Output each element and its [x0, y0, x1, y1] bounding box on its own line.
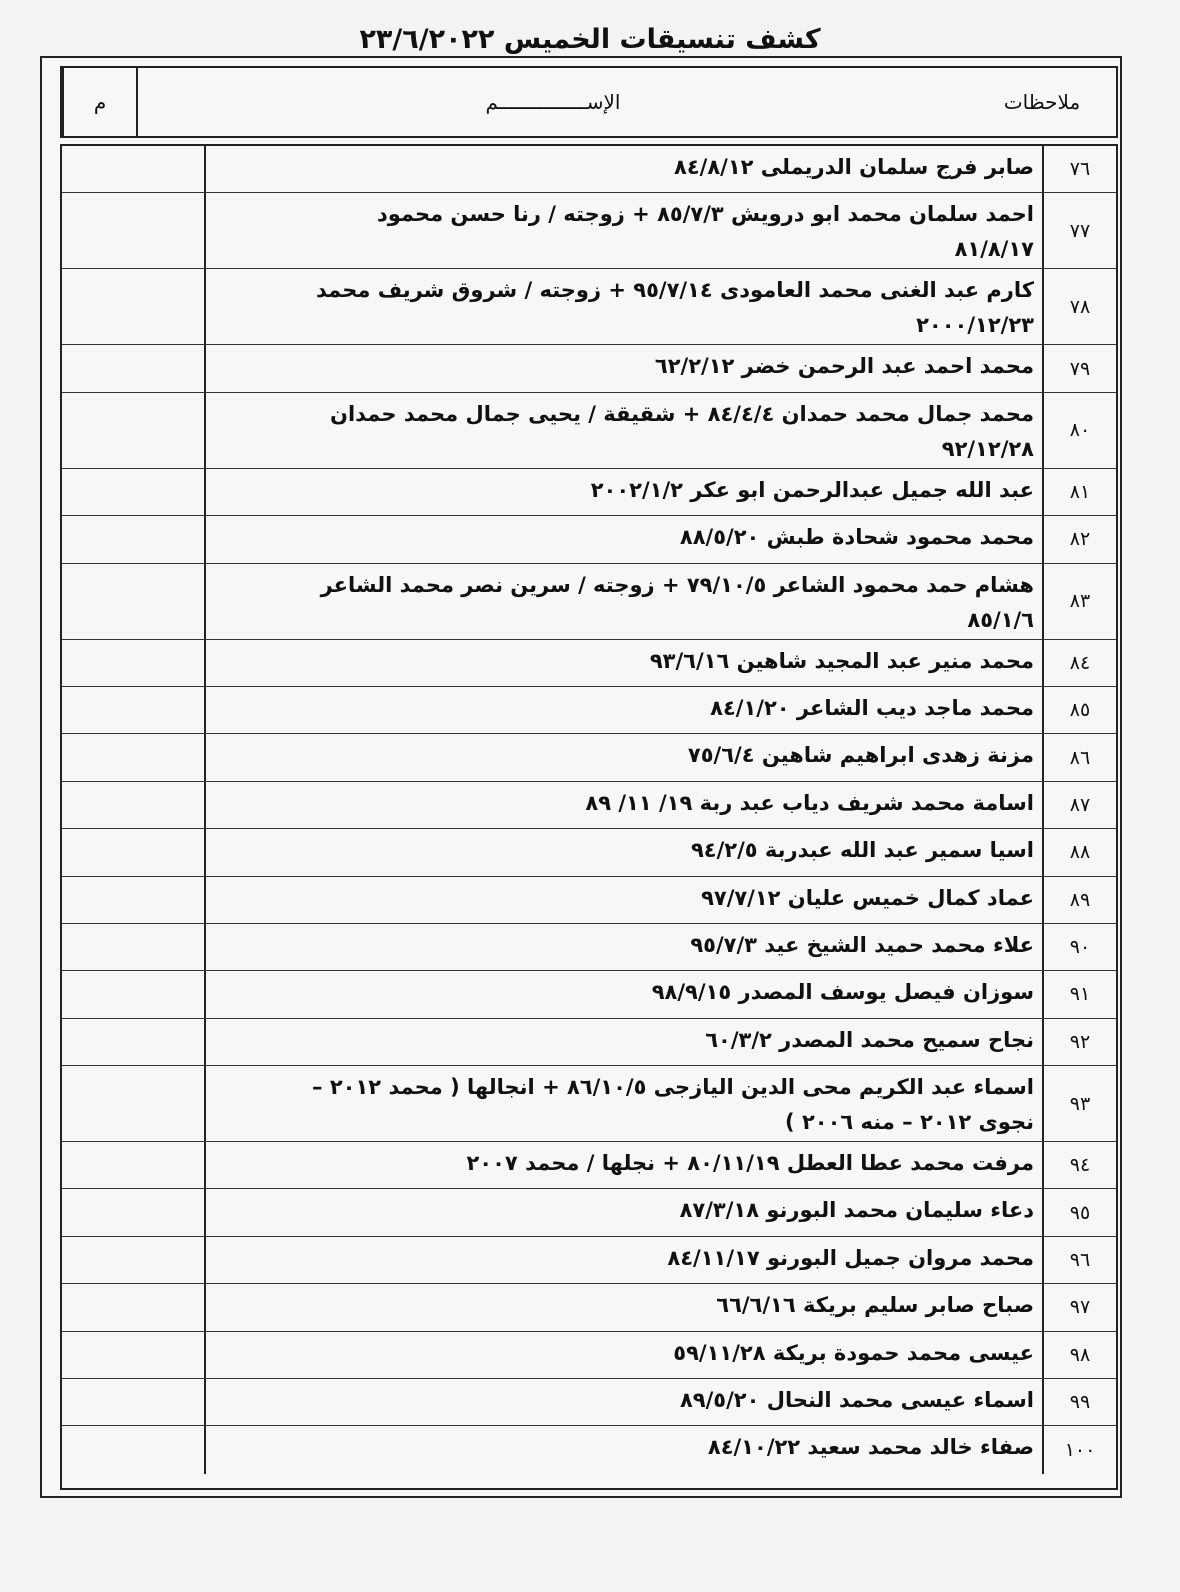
table-frame	[40, 56, 1122, 1498]
table-body	[60, 144, 1118, 1490]
row-name	[204, 393, 1042, 468]
row-notes	[62, 269, 204, 344]
table-row	[62, 971, 1116, 1018]
row-number: ٧٦	[1042, 146, 1116, 192]
row-name	[204, 877, 1042, 923]
row-name	[204, 1332, 1042, 1378]
row-name-line: محمد ماجد ديب الشاعر ٨٤/١/٢٠	[710, 695, 1034, 720]
row-notes	[62, 782, 204, 828]
table-row	[62, 687, 1116, 734]
row-number: ٨١	[1042, 469, 1116, 515]
row-name-line: عيسى محمد حمودة بريكة ٥٩/١١/٢٨	[673, 1340, 1034, 1365]
table-row	[62, 1066, 1116, 1142]
row-notes	[62, 1066, 204, 1141]
row-number: ٧٩	[1042, 345, 1116, 391]
row-name	[204, 829, 1042, 875]
row-number: ٩٨	[1042, 1332, 1116, 1378]
row-name	[204, 971, 1042, 1017]
row-number: ٩٤	[1042, 1142, 1116, 1188]
row-name-line: محمد مروان جميل البورنو ٨٤/١١/١٧	[667, 1245, 1034, 1270]
row-name-line: نجوى ٢٠١٢ – منه ٢٠٠٦ )	[785, 1110, 1034, 1135]
table-row	[62, 1379, 1116, 1426]
row-number: ٨٦	[1042, 734, 1116, 780]
row-name	[204, 640, 1042, 686]
row-notes	[62, 734, 204, 780]
row-notes	[62, 640, 204, 686]
row-name-line: ٨١/٨/١٧	[954, 237, 1034, 262]
row-notes	[62, 1426, 204, 1473]
header-name: الإســـــــــــــــم	[136, 68, 968, 136]
row-notes	[62, 829, 204, 875]
row-name-line: دعاء سليمان محمد البورنو ٨٧/٣/١٨	[679, 1198, 1034, 1223]
row-name	[204, 1237, 1042, 1283]
row-notes	[62, 516, 204, 562]
row-name	[204, 782, 1042, 828]
row-name-line: ٨٥/١/٦	[967, 607, 1034, 632]
table-row	[62, 1426, 1116, 1473]
row-name	[204, 1426, 1042, 1473]
row-name-line: ٢٠٠٠/١٢/٢٣	[916, 313, 1034, 338]
row-number: ٨٨	[1042, 829, 1116, 875]
row-number: ٨٥	[1042, 687, 1116, 733]
table-row	[62, 193, 1116, 269]
row-name	[204, 1066, 1042, 1141]
row-number: ٩٠	[1042, 924, 1116, 970]
table-row	[62, 516, 1116, 563]
table-header	[60, 66, 1118, 138]
row-number: ٨٧	[1042, 782, 1116, 828]
table-row	[62, 1189, 1116, 1236]
table-row	[62, 1284, 1116, 1331]
row-notes	[62, 345, 204, 391]
table-row	[62, 1237, 1116, 1284]
row-number: ١٠٠	[1042, 1426, 1116, 1473]
row-notes	[62, 564, 204, 639]
row-number: ٨٢	[1042, 516, 1116, 562]
row-number: ٩٣	[1042, 1066, 1116, 1141]
table-row	[62, 469, 1116, 516]
row-number: ٩١	[1042, 971, 1116, 1017]
row-notes	[62, 1142, 204, 1188]
row-name-line: صفاء خالد محمد سعيد ٨٤/١٠/٢٢	[707, 1435, 1034, 1460]
row-notes	[62, 146, 204, 192]
table-row	[62, 345, 1116, 392]
row-name	[204, 734, 1042, 780]
row-notes	[62, 1284, 204, 1330]
row-number: ٨٠	[1042, 393, 1116, 468]
row-notes	[62, 971, 204, 1017]
row-number: ٧٧	[1042, 193, 1116, 268]
row-name-line: اسيا سمير عبد الله عبدربة ٩٤/٢/٥	[690, 838, 1034, 863]
table-row	[62, 564, 1116, 640]
table-row	[62, 1142, 1116, 1189]
row-name-line: كارم عبد الغنى محمد العامودى ٩٥/٧/١٤ + زوجته / شروق شريف محمد	[316, 278, 1034, 303]
row-number: ٨٤	[1042, 640, 1116, 686]
row-name	[204, 564, 1042, 639]
row-notes	[62, 1379, 204, 1425]
row-name-line: محمد منير عبد المجيد شاهين ٩٣/٦/١٦	[649, 648, 1034, 673]
row-number: ٩٩	[1042, 1379, 1116, 1425]
row-name-line: محمد احمد عبد الرحمن خضر ٦٢/٢/١٢	[654, 354, 1034, 379]
row-number: ٩٧	[1042, 1284, 1116, 1330]
row-number: ٩٥	[1042, 1189, 1116, 1235]
row-name	[204, 193, 1042, 268]
row-notes	[62, 1189, 204, 1235]
row-name-line: اسماء عبد الكريم محى الدين اليازجى ٨٦/١٠/٥ + انجالها ( محمد ٢٠١٢ –	[312, 1075, 1034, 1100]
row-name	[204, 516, 1042, 562]
row-name-line: ٩٢/١٢/٢٨	[941, 436, 1034, 461]
row-name	[204, 1284, 1042, 1330]
row-name	[204, 1019, 1042, 1065]
table-row	[62, 1332, 1116, 1379]
table-row	[62, 924, 1116, 971]
row-notes	[62, 924, 204, 970]
row-number: ٩٦	[1042, 1237, 1116, 1283]
header-notes: ملاحظات	[1003, 90, 1081, 114]
table-row	[62, 734, 1116, 781]
row-number: ٨٣	[1042, 564, 1116, 639]
page-title: كشف تنسيقات الخميس ٢٣/٦/٢٠٢٢	[359, 24, 821, 55]
header-number: م	[62, 68, 136, 136]
row-name	[204, 1189, 1042, 1235]
row-notes	[62, 469, 204, 515]
row-name	[204, 269, 1042, 344]
row-name-line: محمد جمال محمد حمدان ٨٤/٤/٤ + شقيقة / يحيى جمال محمد حمدان	[330, 401, 1034, 426]
row-notes	[62, 687, 204, 733]
row-name	[204, 146, 1042, 192]
row-name-line: صباح صابر سليم بريكة ٦٦/٦/١٦	[716, 1293, 1034, 1318]
table-row	[62, 640, 1116, 687]
row-name-line: اسامة محمد شريف دياب عبد ربة ١٩/ ١١/ ٨٩	[585, 790, 1034, 815]
row-name-line: اسماء عيسى محمد النحال ٨٩/٥/٢٠	[679, 1388, 1034, 1413]
row-name	[204, 345, 1042, 391]
row-number: ٧٨	[1042, 269, 1116, 344]
row-notes	[62, 393, 204, 468]
table-row	[62, 146, 1116, 193]
row-notes	[62, 877, 204, 923]
row-name-line: مزنة زهدى ابراهيم شاهين ٧٥/٦/٤	[687, 743, 1034, 768]
row-name-line: محمد محمود شحادة طبش ٨٨/٥/٢٠	[679, 525, 1034, 550]
table-row	[62, 877, 1116, 924]
row-name-line: سوزان فيصل يوسف المصدر ٩٨/٩/١٥	[651, 980, 1034, 1005]
row-notes	[62, 1019, 204, 1065]
row-name-line: مرفت محمد عطا العطل ٨٠/١١/١٩ + نجلها / محمد ٢٠٠٧	[466, 1151, 1034, 1176]
row-name-line: عبد الله جميل عبدالرحمن ابو عكر ٢٠٠٢/١/٢	[590, 477, 1034, 502]
row-name	[204, 687, 1042, 733]
row-name	[204, 1142, 1042, 1188]
row-name	[204, 924, 1042, 970]
table-row	[62, 829, 1116, 876]
row-notes	[62, 1332, 204, 1378]
row-name-line: هشام حمد محمود الشاعر ٧٩/١٠/٥ + زوجته / سرين نصر محمد الشاعر	[320, 572, 1034, 597]
row-name-line: صابر فرج سلمان الدريملى ٨٤/٨/١٢	[674, 155, 1034, 179]
row-name-line: احمد سلمان محمد ابو درويش ٨٥/٧/٣ + زوجته / رنا حسن محمود	[376, 202, 1034, 227]
row-name	[204, 469, 1042, 515]
row-name-line: علاء محمد حميد الشيخ عيد ٩٥/٧/٣	[690, 932, 1034, 957]
row-name-line: نجاح سميح محمد المصدر ٦٠/٣/٢	[705, 1027, 1034, 1052]
row-name	[204, 1379, 1042, 1425]
row-notes	[62, 193, 204, 268]
row-notes	[62, 1237, 204, 1283]
row-name-line: عماد كمال خميس عليان ٩٧/٧/١٢	[701, 885, 1034, 910]
table-row	[62, 782, 1116, 829]
row-number: ٨٩	[1042, 877, 1116, 923]
table-row	[62, 393, 1116, 469]
table-row	[62, 1019, 1116, 1066]
row-number: ٩٢	[1042, 1019, 1116, 1065]
table-row	[62, 269, 1116, 345]
